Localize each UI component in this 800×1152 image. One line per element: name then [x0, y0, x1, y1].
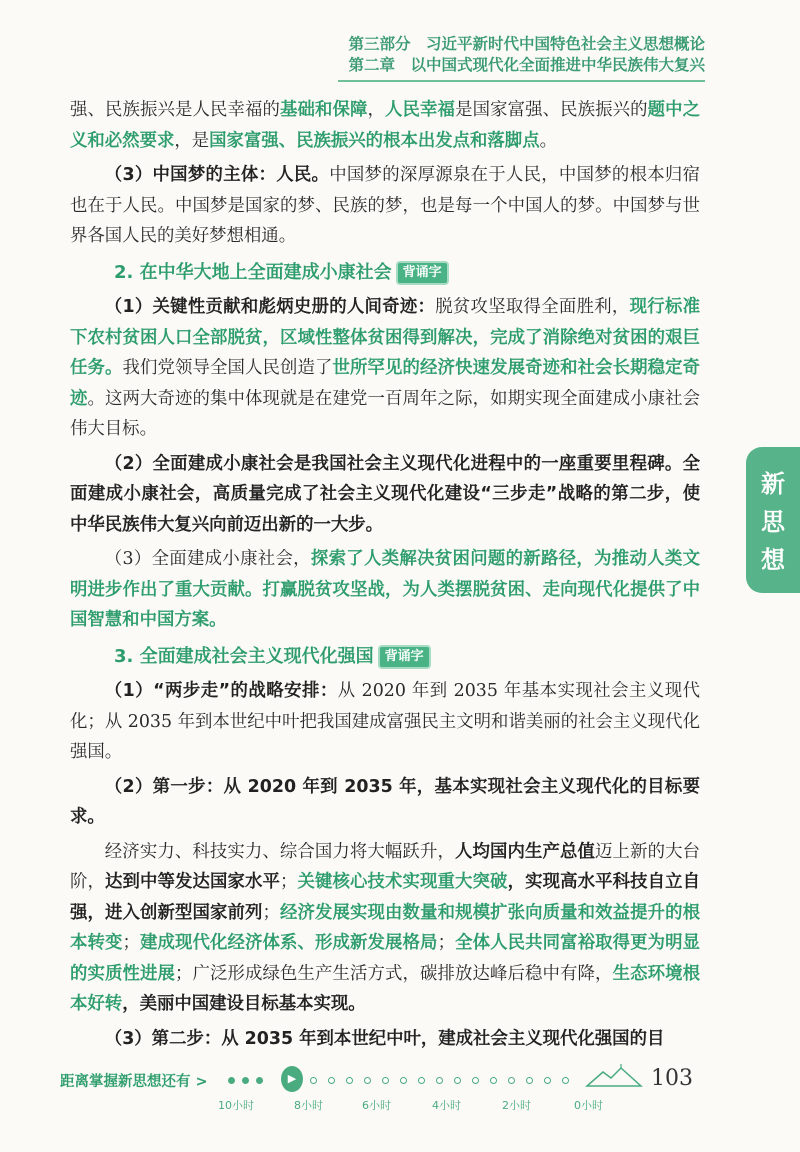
side-tab	[746, 447, 800, 593]
progress-dot	[508, 1077, 515, 1084]
progress-dot	[472, 1077, 479, 1084]
paragraph-9	[70, 1024, 700, 1055]
side-tab-char: 思	[761, 508, 785, 536]
recite-tag: 背诵字	[378, 645, 431, 669]
recite-tag: 背诵字	[396, 261, 449, 285]
text: ；广泛形成绿色生产生活方式，碳排放达峰后稳中有降，	[175, 963, 613, 984]
section-title: 3. 全面建成社会主义现代化强国	[114, 645, 374, 667]
section-3-heading	[70, 642, 700, 673]
header-part: 第三部分 习近平新时代中国特色社会主义思想概论	[348, 35, 705, 53]
bold-text: （3）第二步：从 2035 年到本世纪中叶，建成社会主义现代化强国的目	[104, 1028, 665, 1049]
progress-dot	[310, 1077, 317, 1084]
text: 。	[539, 130, 557, 151]
bold-text: （2）第一步：从 2020 年到 2035 年，基本实现社会主义现代化的目标要求。	[70, 776, 700, 827]
text: 强、民族振兴是人民幸福的	[70, 100, 281, 120]
text: ；	[437, 933, 455, 953]
progress-marker-icon: ▶	[281, 1066, 303, 1092]
running-header	[348, 34, 705, 76]
highlight: 生态环境根本好转	[70, 963, 700, 1014]
progress-dot	[346, 1077, 353, 1084]
text: ，是	[174, 130, 210, 151]
side-tab-char: 新	[761, 470, 785, 498]
progress-dot	[242, 1077, 249, 1084]
text: 迈上新的大台阶，	[70, 841, 700, 892]
progress-dot	[328, 1077, 335, 1084]
paragraph-5	[70, 544, 700, 636]
text: 中国梦的深厚源泉在于人民，中国梦的根本归宿也在于人民。中国梦是国家的梦、民族的梦，也是每一个中国人的梦。中国梦与世界各国人民的美好梦想相通。	[70, 165, 700, 246]
bold-lead: （3）中国梦的主体：人民。	[104, 165, 330, 185]
paragraph-2	[70, 160, 700, 252]
text: 脱贫攻坚取得全面胜利，	[435, 297, 630, 317]
text: ；	[262, 902, 280, 923]
progress-dot	[364, 1077, 371, 1084]
text: ，	[367, 100, 386, 120]
bold-text: （2）全面建成小康社会是我国社会主义现代化进程中的一座重要里程碑。全面建成小康社会，高质量完成了社会主义现代化建设“三步走”战略的第二步，使中华民族伟大复兴向前迈出新的一大步。	[70, 453, 700, 535]
paragraph-1	[70, 95, 700, 156]
bold-text: 达到中等发达国家水平	[105, 872, 281, 892]
text: 从 2020 年到 2035 年基本实现社会主义现代化；从 2035 年到本世纪中叶把我国建成富强民主文明和谐美丽的社会主义现代化强国。	[70, 681, 700, 762]
bold-text: ，实现高水平科技自立自强，进入创新型国家前列	[70, 872, 700, 923]
highlight: 全体人民共同富裕取得更为明显的实质性进展	[70, 933, 700, 984]
highlight: 建成现代化经济体系、形成新发展格局	[139, 933, 438, 953]
progress-dot	[418, 1077, 425, 1084]
bold-text: ，美丽中国建设目标基本实现。	[122, 994, 366, 1014]
text: 经济实力、科技实力、综合国力将大幅跃升，	[104, 841, 455, 862]
section-title: 2. 在中华大地上全面建成小康社会	[114, 261, 392, 283]
tick-label: 8小时	[294, 1099, 323, 1112]
mountain-flag-icon	[585, 1064, 645, 1088]
highlight: 世所罕见的经济快速发展奇迹和社会长期稳定奇迹	[70, 358, 700, 409]
progress-dot	[436, 1077, 443, 1084]
paragraph-8	[70, 837, 700, 1020]
text: 是国家富强、民族振兴的	[455, 100, 648, 120]
page-body	[70, 95, 700, 1058]
highlight: 经济发展实现由数量和规模扩张向质量和效益提升的根本转变	[70, 902, 700, 953]
progress-dot	[454, 1077, 461, 1084]
progress-dot	[256, 1077, 263, 1084]
progress-dot	[544, 1077, 551, 1084]
text: 我们党领导全国人民创造了	[122, 358, 333, 378]
bold-text: 人均国内生产总值	[454, 841, 596, 862]
highlight: 题中之义和必然要求	[70, 100, 700, 151]
progress-dot	[400, 1077, 407, 1084]
text: ；	[280, 872, 298, 892]
text: （3）全面建成小康社会，	[104, 549, 311, 569]
progress-dot	[228, 1077, 235, 1084]
paragraph-4	[70, 449, 700, 541]
text: 。这两大奇迹的集中体现就是在建党一百周年之际，如期实现全面建成小康社会伟大目标。	[70, 388, 700, 439]
text: ；	[122, 933, 140, 953]
highlight: 国家富强、民族振兴的根本出发点和落脚点	[209, 130, 540, 151]
bold-lead: （1）关键性贡献和彪炳史册的人间奇迹：	[104, 297, 436, 317]
bold-lead: （1）“两步走”的战略安排：	[104, 681, 338, 701]
highlight: 现行标准下农村贫困人口全部脱贫，区域性整体贫困得到解决，完成了消除绝对贫困的艰巨任务。	[70, 297, 700, 378]
highlight: 探索了人类解决贫困问题的新路径，为推动人类文明进步作出了重大贡献。打赢脱贫攻坚战，为人类摆脱贫困、走向现代化提供了中国智慧和中国方案。	[70, 549, 700, 630]
page-number: 103	[651, 1066, 693, 1091]
paragraph-3	[70, 292, 700, 445]
highlight: 人民幸福	[385, 100, 456, 120]
side-tab-char: 想	[761, 546, 785, 574]
tick-label: 4小时	[432, 1099, 461, 1112]
section-2-heading	[70, 258, 700, 289]
tick-label: 0小时	[574, 1099, 603, 1112]
progress-label: 距离掌握新思想还有 >	[60, 1074, 208, 1090]
highlight: 关键核心技术实现重大突破	[297, 872, 508, 892]
header-chapter: 第二章 以中国式现代化全面推进中华民族伟大复兴	[348, 56, 705, 74]
tick-label: 2小时	[502, 1099, 531, 1112]
paragraph-7	[70, 772, 700, 833]
header-rule	[338, 80, 705, 82]
progress-dot	[382, 1077, 389, 1084]
progress-dot	[490, 1077, 497, 1084]
progress-dot	[562, 1077, 569, 1084]
progress-dot	[526, 1077, 533, 1084]
paragraph-6	[70, 676, 700, 768]
tick-label: 10小时	[218, 1099, 254, 1112]
highlight: 基础和保障	[280, 100, 368, 120]
tick-label: 6小时	[362, 1099, 391, 1112]
